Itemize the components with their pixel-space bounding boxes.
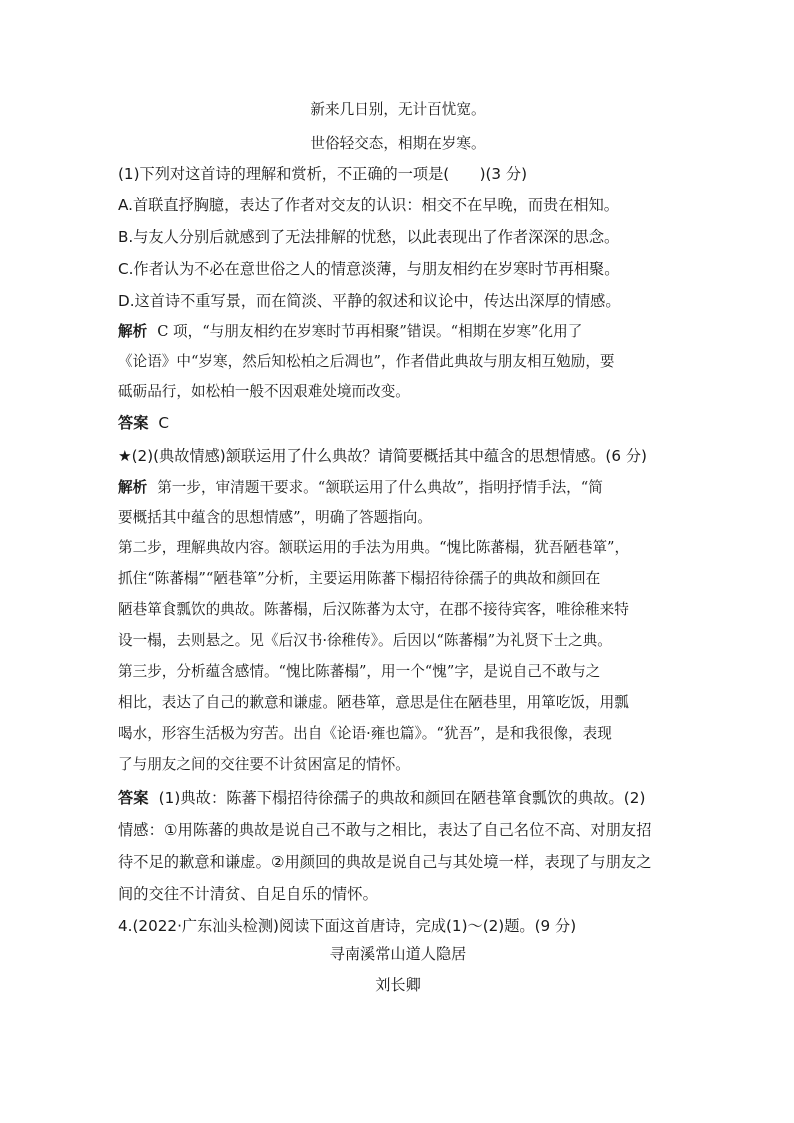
- q1-answer-label: 答案: [118, 414, 149, 432]
- poem-title: 寻南溪常山道人隐居: [329, 945, 467, 963]
- q2-analysis-line-2: 要概括其中蕴含的思想情感”，明确了答题指向。: [118, 509, 432, 526]
- q2-analysis-line-10: 了与朋友之间的交往要不计贫困富足的情怀。: [118, 756, 410, 773]
- q1-analysis-line-1: [118, 322, 678, 342]
- q2-analysis-line-6: 设一榻，去则悬之。见《后汉书·徐稚传》。后因以“陈蕃榻”为礼贤下士之典。: [118, 632, 612, 649]
- q2-analysis-line-7: 第三步，分析蕴含感情。“愧比陈蕃榻”，用一个“愧”字，是说自己不敢与之: [118, 663, 601, 680]
- q2-analysis-line-4: 抓住“陈蕃榻”“陋巷箪”分析，主要运用陈蕃下榻招待徐孺子的典故和颜回在: [118, 570, 601, 587]
- q1-answer-value: C: [158, 414, 169, 432]
- q2-answer-text: (1)典故：陈蕃下榻招待徐孺子的典故和颜回在陋巷箪食瓢饮的典故。(2): [158, 789, 646, 807]
- q2-stem: ★(2)(典故情感)颔联运用了什么典故？请简要概括其中蕴含的思想情感。(6 分): [118, 447, 647, 465]
- q2-answer-label: 答案: [118, 789, 149, 807]
- q2-analysis-line-8: 相比，表达了自己的歉意和谦虚。陋巷箪，意思是住在陋巷里，用箪吃饭，用瓢: [118, 694, 629, 711]
- q2-answer-line-2: 情感：①用陈蕃的典故是说自己不敢与之相比，表达了自己名位不高、对朋友招: [118, 821, 652, 839]
- poem-line-2: 世俗轻交态，相期在岁寒。: [310, 135, 486, 152]
- q2-answer-line-3: 待不足的歉意和谦虚。②用颜回的典故是说自己与其处境一样，表现了与朋友之: [118, 853, 652, 871]
- q1-option-b: B.与友人分别后就感到了无法排解的忧愁，以此表现出了作者深深的思念。: [118, 228, 620, 246]
- q1-option-c: C.作者认为不必在意世俗之人的情意淡薄，与朋友相约在岁寒时节再相聚。: [118, 260, 620, 278]
- q1-answer: [118, 413, 678, 433]
- q1-analysis-label: 解析: [118, 323, 148, 340]
- q4-stem: 4.(2022·广东汕头检测)阅读下面这首唐诗，完成(1)～(2)题。(9 分): [118, 917, 577, 935]
- q2-analysis-line-9: 喝水，形容生活极为穷苦。出自《论语·雍也篇》。“犹吾”，是和我很像，表现: [118, 725, 612, 742]
- q2-analysis-line-5: 陋巷箪食瓢饮的典故。陈蕃榻，后汉陈蕃为太守，在郡不接待宾客，唯徐稚来特: [118, 601, 629, 618]
- q2-analysis-line-1: [118, 478, 678, 498]
- q1-analysis-text: C 项，“与朋友相约在岁寒时节再相聚”错误。“相期在岁寒”化用了: [157, 323, 583, 340]
- q2-answer-line-4: 间的交往不计清贫、自足自乐的情怀。: [118, 885, 378, 903]
- q1-option-a: A.首联直抒胸臆，表达了作者对交友的认识：相交不在早晚，而贵在相知。: [118, 196, 619, 214]
- q2-analysis-text: 第一步，审清题干要求。“颔联运用了什么典故”，指明抒情手法，“简: [157, 479, 603, 496]
- q1-option-d: D.这首诗不重写景，而在简淡、平静的叙述和议论中，传达出深厚的情感。: [118, 292, 621, 310]
- poem-author: 刘长卿: [375, 976, 421, 994]
- q2-analysis-line-3: 第二步，理解典故内容。颔联运用的手法为用典。“愧比陈蕃榻，犹吾陋巷箪”，: [118, 539, 630, 556]
- q1-stem: (1)下列对这首诗的理解和赏析，不正确的一项是( )(3 分): [118, 165, 528, 183]
- q2-answer-line-1: [118, 788, 678, 808]
- poem-line-1: 新来几日别，无计百忧宽。: [310, 101, 486, 118]
- q1-analysis-line-3: 砥砺品行，如松柏一般不因艰难处境而改变。: [118, 383, 410, 400]
- q2-analysis-label: 解析: [118, 479, 148, 496]
- q1-analysis-line-2: 《论语》中“岁寒，然后知松柏之后凋也”，作者借此典故与朋友相互勉励，要: [118, 353, 615, 370]
